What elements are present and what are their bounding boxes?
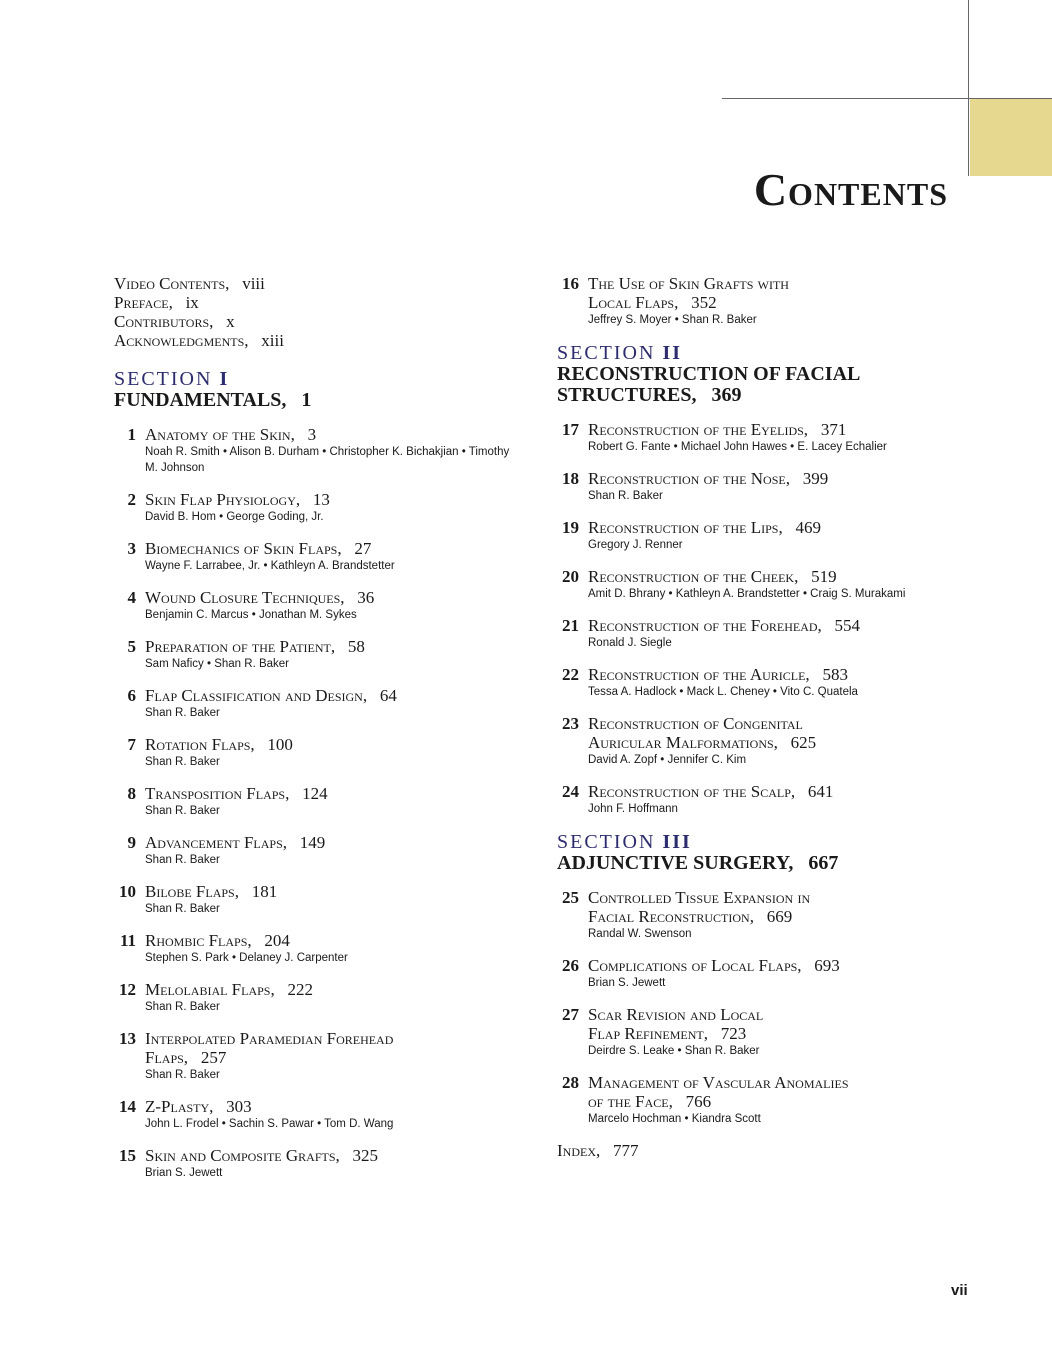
chapter-authors: Brian S. Jewett: [145, 1167, 223, 1179]
section-heading: [557, 831, 977, 874]
section-label: SECTION II: [557, 342, 683, 364]
chapter-number: 7: [127, 735, 136, 754]
chapter-authors: Shan R. Baker: [588, 490, 663, 502]
chapter-list: [114, 425, 524, 1181]
chapter-page: 222: [287, 980, 313, 999]
chapter-authors: John F. Hoffmann: [588, 803, 678, 815]
chapter-entry: [557, 665, 977, 700]
chapter-entry: [557, 616, 977, 651]
chapter-number: 27: [562, 1005, 579, 1024]
chapter-title: Z-Plasty, 303: [145, 1097, 252, 1116]
chapter-authors: Shan R. Baker: [145, 854, 220, 866]
chapter-number: 20: [562, 567, 579, 586]
section-label: SECTION I: [114, 368, 230, 390]
chapter-title: Management of Vascular Anomalies of the Face, 766: [588, 1073, 849, 1111]
chapter-title: Anatomy of the Skin, 3: [145, 425, 317, 444]
chapter-number: 5: [127, 637, 136, 656]
front-matter-item: [114, 293, 524, 312]
chapter-entry: [557, 567, 977, 602]
chapter-page: 325: [352, 1146, 378, 1165]
chapter-title: Rotation Flaps, 100: [145, 735, 293, 754]
section-title: FUNDAMENTALS, 1: [114, 389, 312, 411]
chapter-authors: Robert G. Fante • Michael John Hawes • E. Lacey Echalier: [588, 441, 887, 453]
chapter-page: 352: [691, 293, 717, 312]
front-matter-item: [114, 331, 524, 350]
chapter-number: 9: [127, 833, 136, 852]
chapter-title: Advancement Flaps, 149: [145, 833, 326, 852]
page-title: Contents: [753, 163, 948, 215]
chapter-page: 723: [720, 1024, 747, 1043]
chapter-number: 1: [127, 425, 136, 444]
chapter-authors: Jeffrey S. Moyer • Shan R. Baker: [588, 314, 757, 326]
chapter-number: 23: [562, 714, 579, 733]
section-title: RECONSTRUCTION OF FACIAL STRUCTURES, 369: [557, 363, 861, 406]
chapter-title: Reconstruction of the Scalp, 641: [588, 782, 834, 801]
chapter-title: Skin Flap Physiology, 13: [145, 490, 330, 509]
chapter-authors: Amit D. Bhrany • Kathleyn A. Brandstetter • Craig S. Murakami: [588, 588, 906, 600]
section-heading: [114, 368, 524, 411]
front-matter-title: Preface,: [114, 293, 173, 312]
chapter-page: 27: [354, 539, 372, 558]
chapter-entry: [557, 956, 977, 991]
chapter-number: 19: [562, 518, 579, 537]
chapter-number: 10: [119, 882, 136, 901]
chapter-entry: [557, 274, 977, 328]
chapter-title: Preparation of the Patient, 58: [145, 637, 365, 656]
front-matter-page: x: [226, 312, 235, 331]
chapter-title: Transposition Flaps, 124: [145, 784, 328, 803]
chapter-entry: [557, 469, 977, 504]
front-matter-item: [114, 274, 524, 293]
chapter-authors: Shan R. Baker: [145, 805, 220, 817]
chapter-entry: [114, 1146, 524, 1181]
chapter-page: 693: [814, 956, 840, 975]
chapter-page: 303: [226, 1097, 252, 1116]
chapter-page: 625: [790, 733, 817, 752]
chapter-title: Reconstruction of the Lips, 469: [588, 518, 821, 537]
chapter-page: 583: [822, 665, 848, 684]
chapter-number: 16: [562, 274, 579, 293]
chapter-page: 100: [267, 735, 293, 754]
chapter-number: 22: [562, 665, 579, 684]
front-matter-title: Video Contents,: [114, 274, 230, 293]
chapter-title: Melolabial Flaps, 222: [145, 980, 313, 999]
chapter-page: 371: [820, 420, 847, 439]
chapter-authors: Deirdre S. Leake • Shan R. Baker: [588, 1045, 760, 1057]
chapter-authors: Shan R. Baker: [145, 1001, 220, 1013]
chapter-title: Rhombic Flaps, 204: [145, 931, 290, 950]
chapter-authors: Sam Naficy • Shan R. Baker: [145, 658, 289, 670]
chapter-page: 766: [685, 1092, 712, 1111]
chapter-number: 26: [562, 956, 579, 975]
chapter-number: 6: [127, 686, 136, 705]
chapter-page: 64: [379, 686, 397, 705]
chapter-authors: Gregory J. Renner: [588, 539, 683, 551]
chapter-number: 12: [119, 980, 136, 999]
contents-column-left: [114, 274, 524, 1195]
chapter-number: 11: [119, 931, 136, 950]
chapter-number: 8: [127, 784, 136, 803]
chapter-authors: Benjamin C. Marcus • Jonathan M. Sykes: [145, 609, 357, 621]
chapter-list: [557, 274, 977, 328]
chapter-entry: [557, 714, 977, 768]
chapter-authors: Tessa A. Hadlock • Mack L. Cheney • Vito C. Quatela: [588, 686, 858, 698]
chapter-authors: Noah R. Smith • Alison B. Durham • Christopher K. Bichakjian • Timothy M. Johnson: [145, 446, 510, 474]
chapter-page: 13: [312, 490, 330, 509]
chapter-authors: Shan R. Baker: [145, 903, 220, 915]
chapter-number: 28: [562, 1073, 579, 1092]
chapter-entry: [557, 420, 977, 455]
chapter-number: 3: [127, 539, 136, 558]
chapter-authors: Randal W. Swenson: [588, 928, 692, 940]
chapter-number: 18: [562, 469, 579, 488]
front-matter-page: xiii: [261, 331, 284, 350]
corner-color-block: [970, 99, 1052, 176]
chapter-number: 24: [562, 782, 579, 801]
chapter-number: 15: [119, 1146, 136, 1165]
chapter-page: 124: [302, 784, 328, 803]
chapter-authors: Wayne F. Larrabee, Jr. • Kathleyn A. Brandstetter: [145, 560, 395, 572]
section-heading: [557, 342, 977, 406]
chapter-title: Reconstruction of the Cheek, 519: [588, 567, 837, 586]
chapter-number: 17: [562, 420, 579, 439]
chapter-authors: John L. Frodel • Sachin S. Pawar • Tom D. Wang: [145, 1118, 394, 1130]
index-entry: Index, 777: [557, 1141, 639, 1160]
chapter-entry: [114, 686, 524, 721]
chapter-entry: [114, 1097, 524, 1132]
section-label: SECTION III: [557, 831, 692, 853]
chapter-entry: [557, 518, 977, 553]
section-title: ADJUNCTIVE SURGERY, 667: [557, 852, 839, 874]
chapter-number: 2: [127, 490, 136, 509]
front-matter-item: [114, 312, 524, 331]
chapter-list: [557, 420, 977, 817]
chapter-title: The Use of Skin Grafts with Local Flaps, 352: [588, 274, 789, 312]
chapter-authors: Shan R. Baker: [145, 707, 220, 719]
contents-column-right: [557, 274, 977, 1160]
chapter-entry: [114, 539, 524, 574]
chapter-title: Biomechanics of Skin Flaps, 27: [145, 539, 372, 558]
chapter-entry: [114, 833, 524, 868]
chapter-authors: Ronald J. Siegle: [588, 637, 672, 649]
chapter-page: 149: [299, 833, 326, 852]
chapter-page: 519: [811, 567, 837, 586]
chapter-title: Skin and Composite Grafts, 325: [145, 1146, 378, 1165]
chapter-page: 3: [307, 425, 317, 444]
chapter-title: Reconstruction of the Forehead, 554: [588, 616, 861, 635]
chapter-page: 204: [264, 931, 290, 950]
chapter-number: 21: [562, 616, 579, 635]
chapter-entry: [114, 735, 524, 770]
front-matter-page: ix: [185, 293, 199, 312]
chapter-authors: David A. Zopf • Jennifer C. Kim: [588, 754, 747, 766]
chapter-title: Reconstruction of the Eyelids, 371: [588, 420, 847, 439]
front-matter-title: Contributors,: [114, 312, 214, 331]
chapter-number: 14: [119, 1097, 136, 1116]
chapter-list: [557, 888, 977, 1127]
chapter-entry: [114, 784, 524, 819]
chapter-page: 36: [357, 588, 375, 607]
corner-vertical-rule: [968, 0, 969, 176]
page-number: vii: [951, 1282, 968, 1299]
chapter-entry: [114, 425, 524, 476]
front-matter-title: Acknowledgments,: [114, 331, 249, 350]
chapter-authors: Brian S. Jewett: [588, 977, 666, 989]
chapter-entry: [114, 588, 524, 623]
chapter-title: Reconstruction of the Auricle, 583: [588, 665, 848, 684]
chapter-page: 669: [766, 907, 793, 926]
chapter-title: Reconstruction of Congenital Auricular Malformations, 625: [588, 714, 817, 752]
chapter-entry: [557, 1073, 977, 1127]
front-matter-page: viii: [242, 274, 265, 293]
chapter-entry: [114, 637, 524, 672]
chapter-number: 25: [562, 888, 579, 907]
chapter-title: Scar Revision and Local Flap Refinement, 723: [588, 1005, 764, 1043]
chapter-page: 469: [795, 518, 821, 537]
chapter-authors: Shan R. Baker: [145, 1069, 220, 1081]
chapter-entry: [114, 931, 524, 966]
chapter-title: Reconstruction of the Nose, 399: [588, 469, 829, 488]
chapter-page: 554: [834, 616, 861, 635]
chapter-entry: [557, 782, 977, 817]
chapter-page: 181: [251, 882, 278, 901]
chapter-authors: David B. Hom • George Goding, Jr.: [145, 511, 324, 523]
chapter-number: 13: [119, 1029, 136, 1048]
chapter-number: 4: [127, 588, 136, 607]
chapter-entry: [114, 490, 524, 525]
chapter-entry: [114, 980, 524, 1015]
chapter-title: Bilobe Flaps, 181: [145, 882, 278, 901]
chapter-page: 399: [802, 469, 829, 488]
chapter-entry: [114, 1029, 524, 1083]
chapter-authors: Stephen S. Park • Delaney J. Carpenter: [145, 952, 348, 964]
front-matter-list: [114, 274, 524, 350]
chapter-title: Controlled Tissue Expansion in Facial Reconstruction, 669: [588, 888, 811, 926]
chapter-page: 257: [200, 1048, 227, 1067]
chapter-title: Interpolated Paramedian Forehead Flaps, 257: [145, 1029, 394, 1067]
chapter-title: Complications of Local Flaps, 693: [588, 956, 840, 975]
chapter-title: Flap Classification and Design, 64: [145, 686, 397, 705]
chapter-entry: [114, 882, 524, 917]
chapter-entry: [557, 1005, 977, 1059]
chapter-page: 58: [347, 637, 365, 656]
chapter-entry: [557, 888, 977, 942]
chapter-authors: Shan R. Baker: [145, 756, 220, 768]
chapter-title: Wound Closure Techniques, 36: [145, 588, 375, 607]
chapter-authors: Marcelo Hochman • Kiandra Scott: [588, 1113, 761, 1125]
chapter-page: 641: [807, 782, 834, 801]
